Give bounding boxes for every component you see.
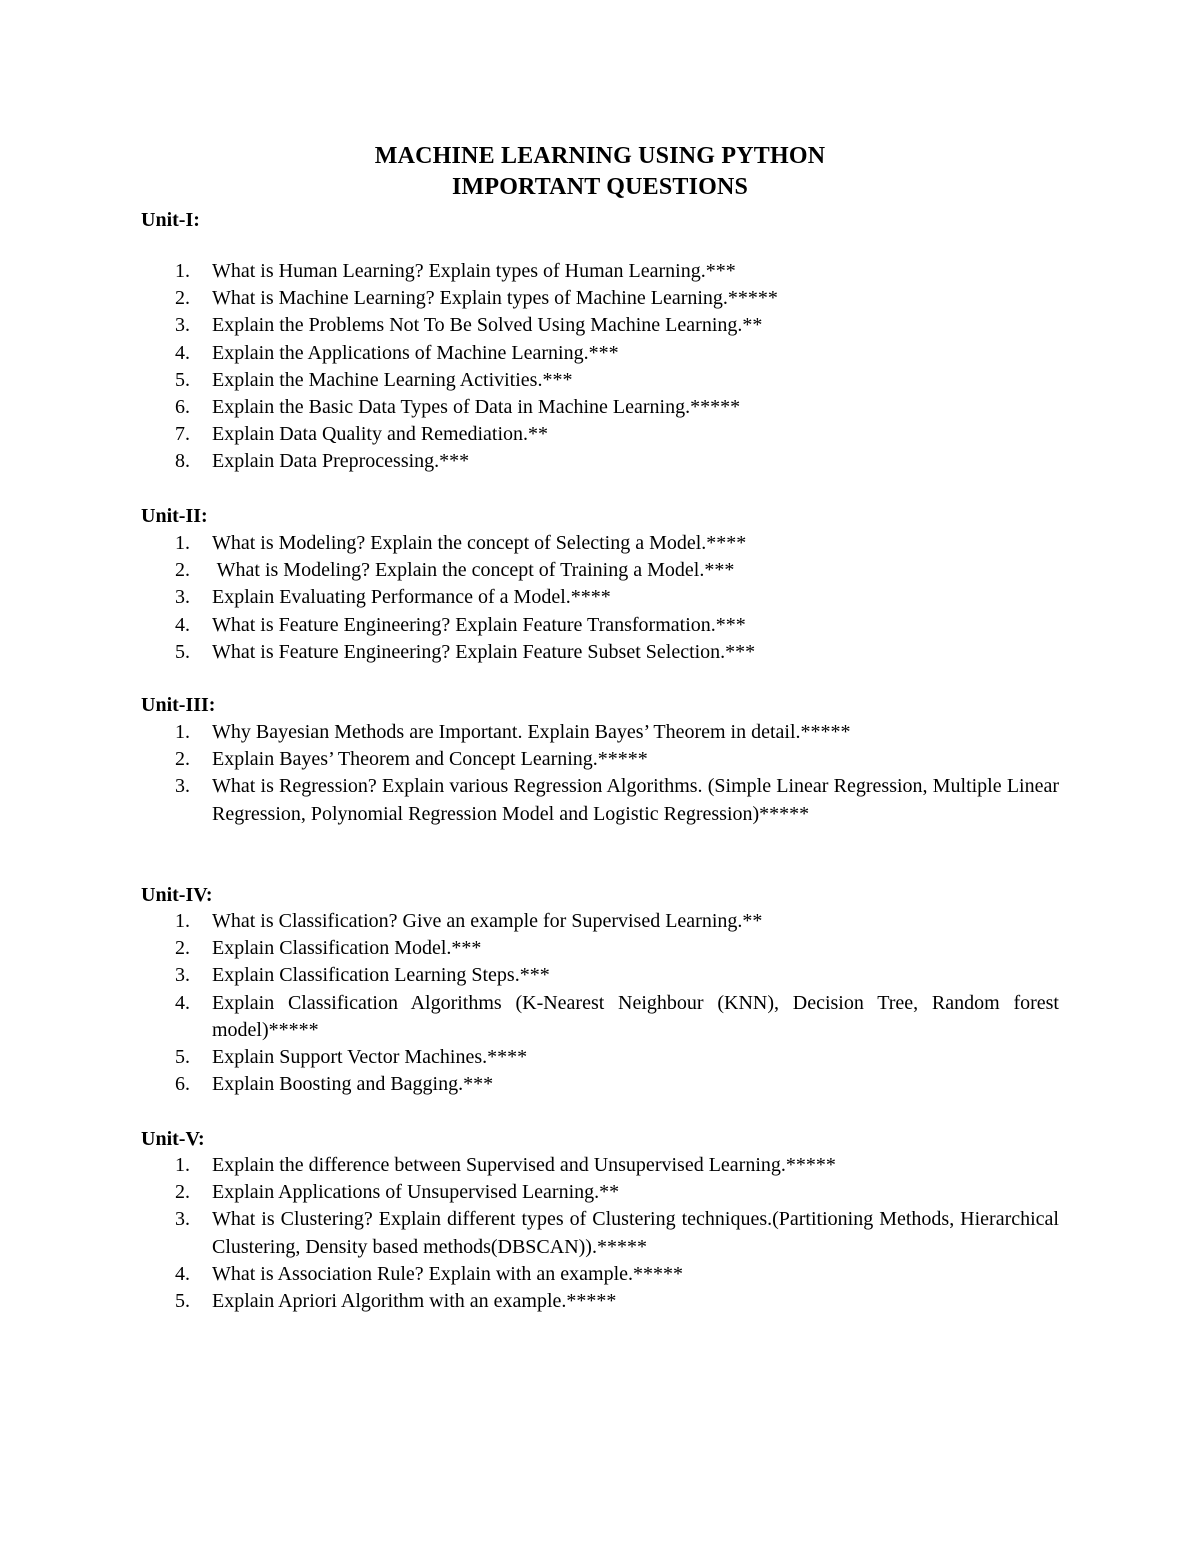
unit-2-question-list [141, 530, 1059, 666]
question-item [141, 1044, 1059, 1071]
question-number: 2. [175, 1181, 190, 1204]
question-item [141, 421, 1059, 448]
question-text: What is Classification? Give an example for Supervised Learning.** [212, 910, 763, 932]
question-item [141, 1071, 1059, 1098]
question-text: Explain Evaluating Performance of a Model.**** [212, 586, 611, 609]
question-number: 1. [175, 532, 190, 554]
question-text: What is Association Rule? Explain with an example.***** [212, 1262, 684, 1285]
question-number: 3. [175, 1208, 190, 1231]
question-item [141, 557, 1059, 584]
question-number: 2. [175, 937, 190, 960]
question-item [141, 1179, 1059, 1206]
question-number: 6. [175, 1073, 190, 1096]
question-number: 6. [175, 396, 190, 419]
question-item [141, 962, 1059, 989]
question-item [141, 530, 1059, 557]
document-title [0, 141, 1200, 203]
question-number: 7. [175, 423, 190, 446]
question-text: What is Machine Learning? Explain types of Machine Learning.***** [212, 287, 778, 310]
question-item [141, 340, 1059, 367]
question-item [141, 908, 1059, 935]
question-number: 1. [175, 260, 190, 282]
question-number: 3. [175, 775, 190, 798]
question-number: 3. [175, 314, 190, 337]
question-item [141, 1152, 1059, 1179]
question-item [141, 584, 1059, 611]
question-item [141, 612, 1059, 639]
question-number: 5. [175, 1290, 190, 1313]
question-text: Explain the difference between Supervised and Unsupervised Learning.***** [212, 1154, 836, 1176]
question-item [141, 285, 1059, 312]
question-item [141, 1288, 1059, 1315]
question-text: What is Clustering? Explain different types of Clustering techniques.(Partitioning Methods, Hierarchical Clustering, Density based methods(DBSCAN)).***** [212, 1208, 1059, 1258]
question-item [141, 1261, 1059, 1288]
question-text: Explain Classification Learning Steps.*** [212, 964, 550, 987]
question-number: 3. [175, 586, 190, 609]
question-number: 1. [175, 910, 190, 932]
question-text: Explain Applications of Unsupervised Learning.** [212, 1181, 620, 1204]
unit-3-heading: Unit-III: [141, 694, 216, 716]
question-item [141, 1206, 1059, 1260]
question-item [141, 394, 1059, 421]
question-text: Explain Boosting and Bagging.*** [212, 1073, 494, 1096]
question-item [141, 935, 1059, 962]
question-text: What is Feature Engineering? Explain Feature Transformation.*** [212, 613, 746, 636]
question-text: Explain Classification Algorithms (K-Nearest Neighbour (KNN), Decision Tree, Random forest model)***** [212, 991, 1059, 1041]
unit-5-heading: Unit-V: [141, 1128, 205, 1150]
question-item [141, 312, 1059, 339]
unit-5-question-list [141, 1152, 1059, 1315]
unit-1-heading: Unit-I: [141, 209, 200, 231]
question-text: Explain Classification Model.*** [212, 937, 482, 960]
question-number: 2. [175, 287, 190, 310]
question-text: Explain Data Preprocessing.*** [212, 450, 470, 473]
question-number: 2. [175, 559, 190, 582]
question-text: Explain the Problems Not To Be Solved Using Machine Learning.** [212, 314, 763, 337]
unit-2-heading: Unit-II: [141, 505, 208, 527]
title-line-1: MACHINE LEARNING USING PYTHON [374, 143, 826, 169]
question-number: 2. [175, 748, 190, 771]
question-text: Explain the Applications of Machine Learning.*** [212, 341, 619, 364]
question-text: What is Feature Engineering? Explain Feature Subset Selection.*** [212, 640, 756, 663]
question-number: 8. [175, 450, 190, 473]
question-text: Explain Bayes’ Theorem and Concept Learning.***** [212, 748, 648, 771]
question-item [141, 448, 1059, 475]
unit-4-heading: Unit-IV: [141, 884, 213, 906]
question-text: What is Modeling? Explain the concept of Training a Model.*** [212, 559, 735, 582]
question-text: Why Bayesian Methods are Important. Explain Bayes’ Theorem in detail.***** [212, 721, 851, 743]
unit-4-question-list [141, 908, 1059, 1098]
question-number: 3. [175, 964, 190, 987]
unit-1-question-list [141, 258, 1059, 476]
question-text: Explain Data Quality and Remediation.** [212, 423, 549, 446]
question-item [141, 639, 1059, 666]
question-item [141, 258, 1059, 285]
question-number: 4. [175, 613, 190, 636]
question-number: 5. [175, 368, 190, 391]
question-item [141, 719, 1059, 746]
question-text: What is Human Learning? Explain types of Human Learning.*** [212, 260, 736, 282]
question-text: What is Modeling? Explain the concept of Selecting a Model.**** [212, 532, 747, 554]
question-number: 1. [175, 1154, 190, 1176]
question-text: Explain the Machine Learning Activities.*** [212, 368, 573, 391]
question-number: 4. [175, 1262, 190, 1285]
question-text: Explain the Basic Data Types of Data in Machine Learning.***** [212, 396, 741, 419]
unit-3-question-list [141, 719, 1059, 828]
question-number: 5. [175, 640, 190, 663]
question-number: 4. [175, 341, 190, 364]
title-line-2: IMPORTANT QUESTIONS [451, 174, 749, 200]
question-item [141, 746, 1059, 773]
question-item [141, 990, 1059, 1044]
question-text: Explain Support Vector Machines.**** [212, 1046, 528, 1069]
question-item [141, 773, 1059, 827]
question-text: Explain Apriori Algorithm with an example.***** [212, 1290, 617, 1313]
question-number: 5. [175, 1046, 190, 1069]
question-text: What is Regression? Explain various Regression Algorithms. (Simple Linear Regression, Multiple Linear Regression, Polynomial Regression Model and Logistic Regression)***** [212, 775, 1059, 825]
question-number: 1. [175, 721, 190, 743]
question-item [141, 367, 1059, 394]
question-number: 4. [175, 991, 190, 1014]
